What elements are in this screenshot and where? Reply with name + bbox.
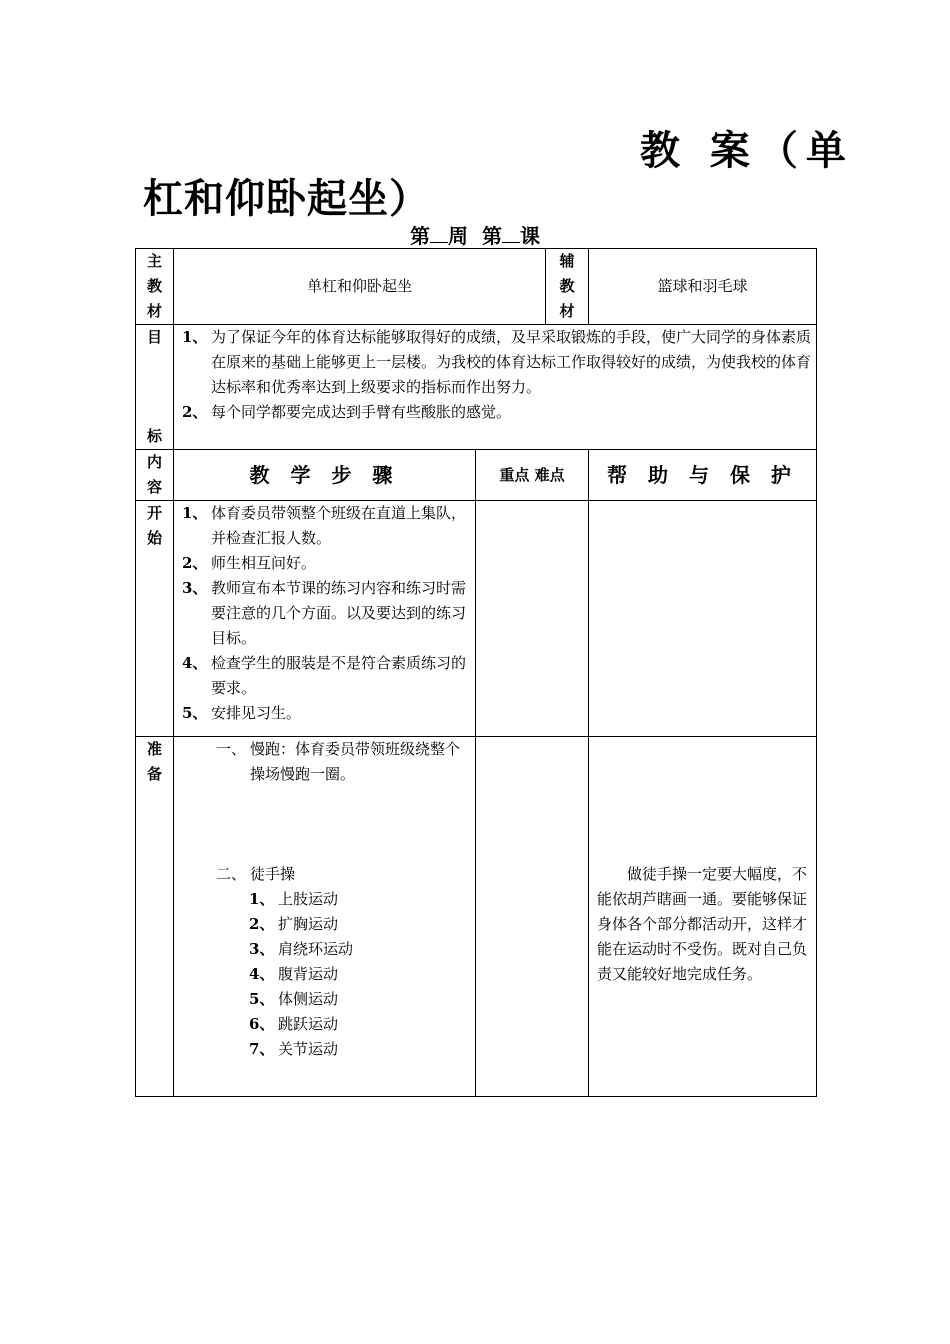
main-material-label: 主 教 材	[136, 249, 174, 325]
start-item: 1、 体育委员带领整个班级在直道上集队，并检查汇报人数。	[182, 504, 467, 547]
start-item: 5、 安排见习生。	[182, 704, 302, 722]
title-line-2: 杠和仰卧起坐）	[143, 175, 430, 222]
lesson-suffix: 课	[519, 224, 540, 248]
prep-part-2: 二、 徒手操	[216, 865, 296, 883]
content-header-row	[136, 450, 817, 501]
lesson-blank	[502, 224, 520, 243]
prep-steps	[174, 737, 476, 1097]
prep-row	[136, 737, 817, 1097]
start-item: 3、 教师宣布本节课的练习内容和练习时需要注意的几个方面。以及要达到的练习目标。	[182, 579, 467, 647]
goal-row	[136, 325, 817, 450]
goal-content	[174, 325, 817, 450]
aux-material-value: 篮球和羽毛球	[589, 249, 817, 325]
prep-key-points	[476, 737, 589, 1097]
content-label: 内 容	[136, 450, 174, 501]
start-steps	[174, 501, 476, 737]
lesson-prefix: 第	[481, 224, 502, 248]
help-header: 帮 助 与 保 护	[589, 450, 817, 501]
materials-row	[136, 249, 817, 325]
week-prefix: 第	[410, 224, 431, 248]
goal-item: 1、 为了保证今年的体育达标能够取得好的成绩，及早采取锻炼的手段，使广大同学的身体素质在原来的基础上能够更上一层楼。为我校的体育达标工作取得较好的成绩，为使我校的体育达标率和优秀率达到上级要求的指标而作出努力。	[182, 328, 812, 396]
week-lesson-line	[0, 222, 950, 250]
week-blank	[430, 224, 448, 243]
start-item: 4、 检查学生的服装是不是符合素质练习的要求。	[182, 654, 467, 697]
exercise-item: 6、 跳跃运动	[249, 1015, 339, 1033]
exercise-item: 7、 关节运动	[249, 1040, 339, 1058]
key-points-header: 重点 难点	[476, 450, 589, 501]
exercise-item: 4、 腹背运动	[249, 965, 339, 983]
steps-header: 教 学 步 骤	[174, 450, 476, 501]
prep-help	[589, 737, 817, 1097]
start-key-points	[476, 501, 589, 737]
main-material-value: 单杠和仰卧起坐	[174, 249, 546, 325]
aux-material-label: 辅 教 材	[546, 249, 589, 325]
goal-label: 目 标	[136, 325, 174, 450]
start-row	[136, 501, 817, 737]
exercise-item: 5、 体侧运动	[249, 990, 339, 1008]
exercise-item: 3、 肩绕环运动	[249, 940, 354, 958]
week-suffix: 周	[448, 224, 469, 248]
prep-label: 准 备	[136, 737, 174, 1097]
prep-part-1: 一、 慢跑：体育委员带领班级绕整个操场慢跑一圈。	[216, 740, 461, 783]
lesson-plan-table	[135, 248, 817, 1097]
start-label: 开 始	[136, 501, 174, 737]
goal-item: 2、 每个同学都要完成达到手臂有些酸胀的感觉。	[182, 403, 512, 421]
start-item: 2、 师生相互问好。	[182, 554, 317, 572]
title-line-1: 教 案（单	[640, 127, 854, 174]
exercise-item: 1、 上肢运动	[249, 890, 339, 908]
prep-help-text: 做徒手操一定要大幅度，不能依胡芦瞎画一通。要能够保证身体各个部分都活动开，这样才能在运动时不受伤。既对自己负责又能较好地完成任务。	[597, 865, 808, 983]
start-help	[589, 501, 817, 737]
exercise-item: 2、 扩胸运动	[249, 915, 339, 933]
